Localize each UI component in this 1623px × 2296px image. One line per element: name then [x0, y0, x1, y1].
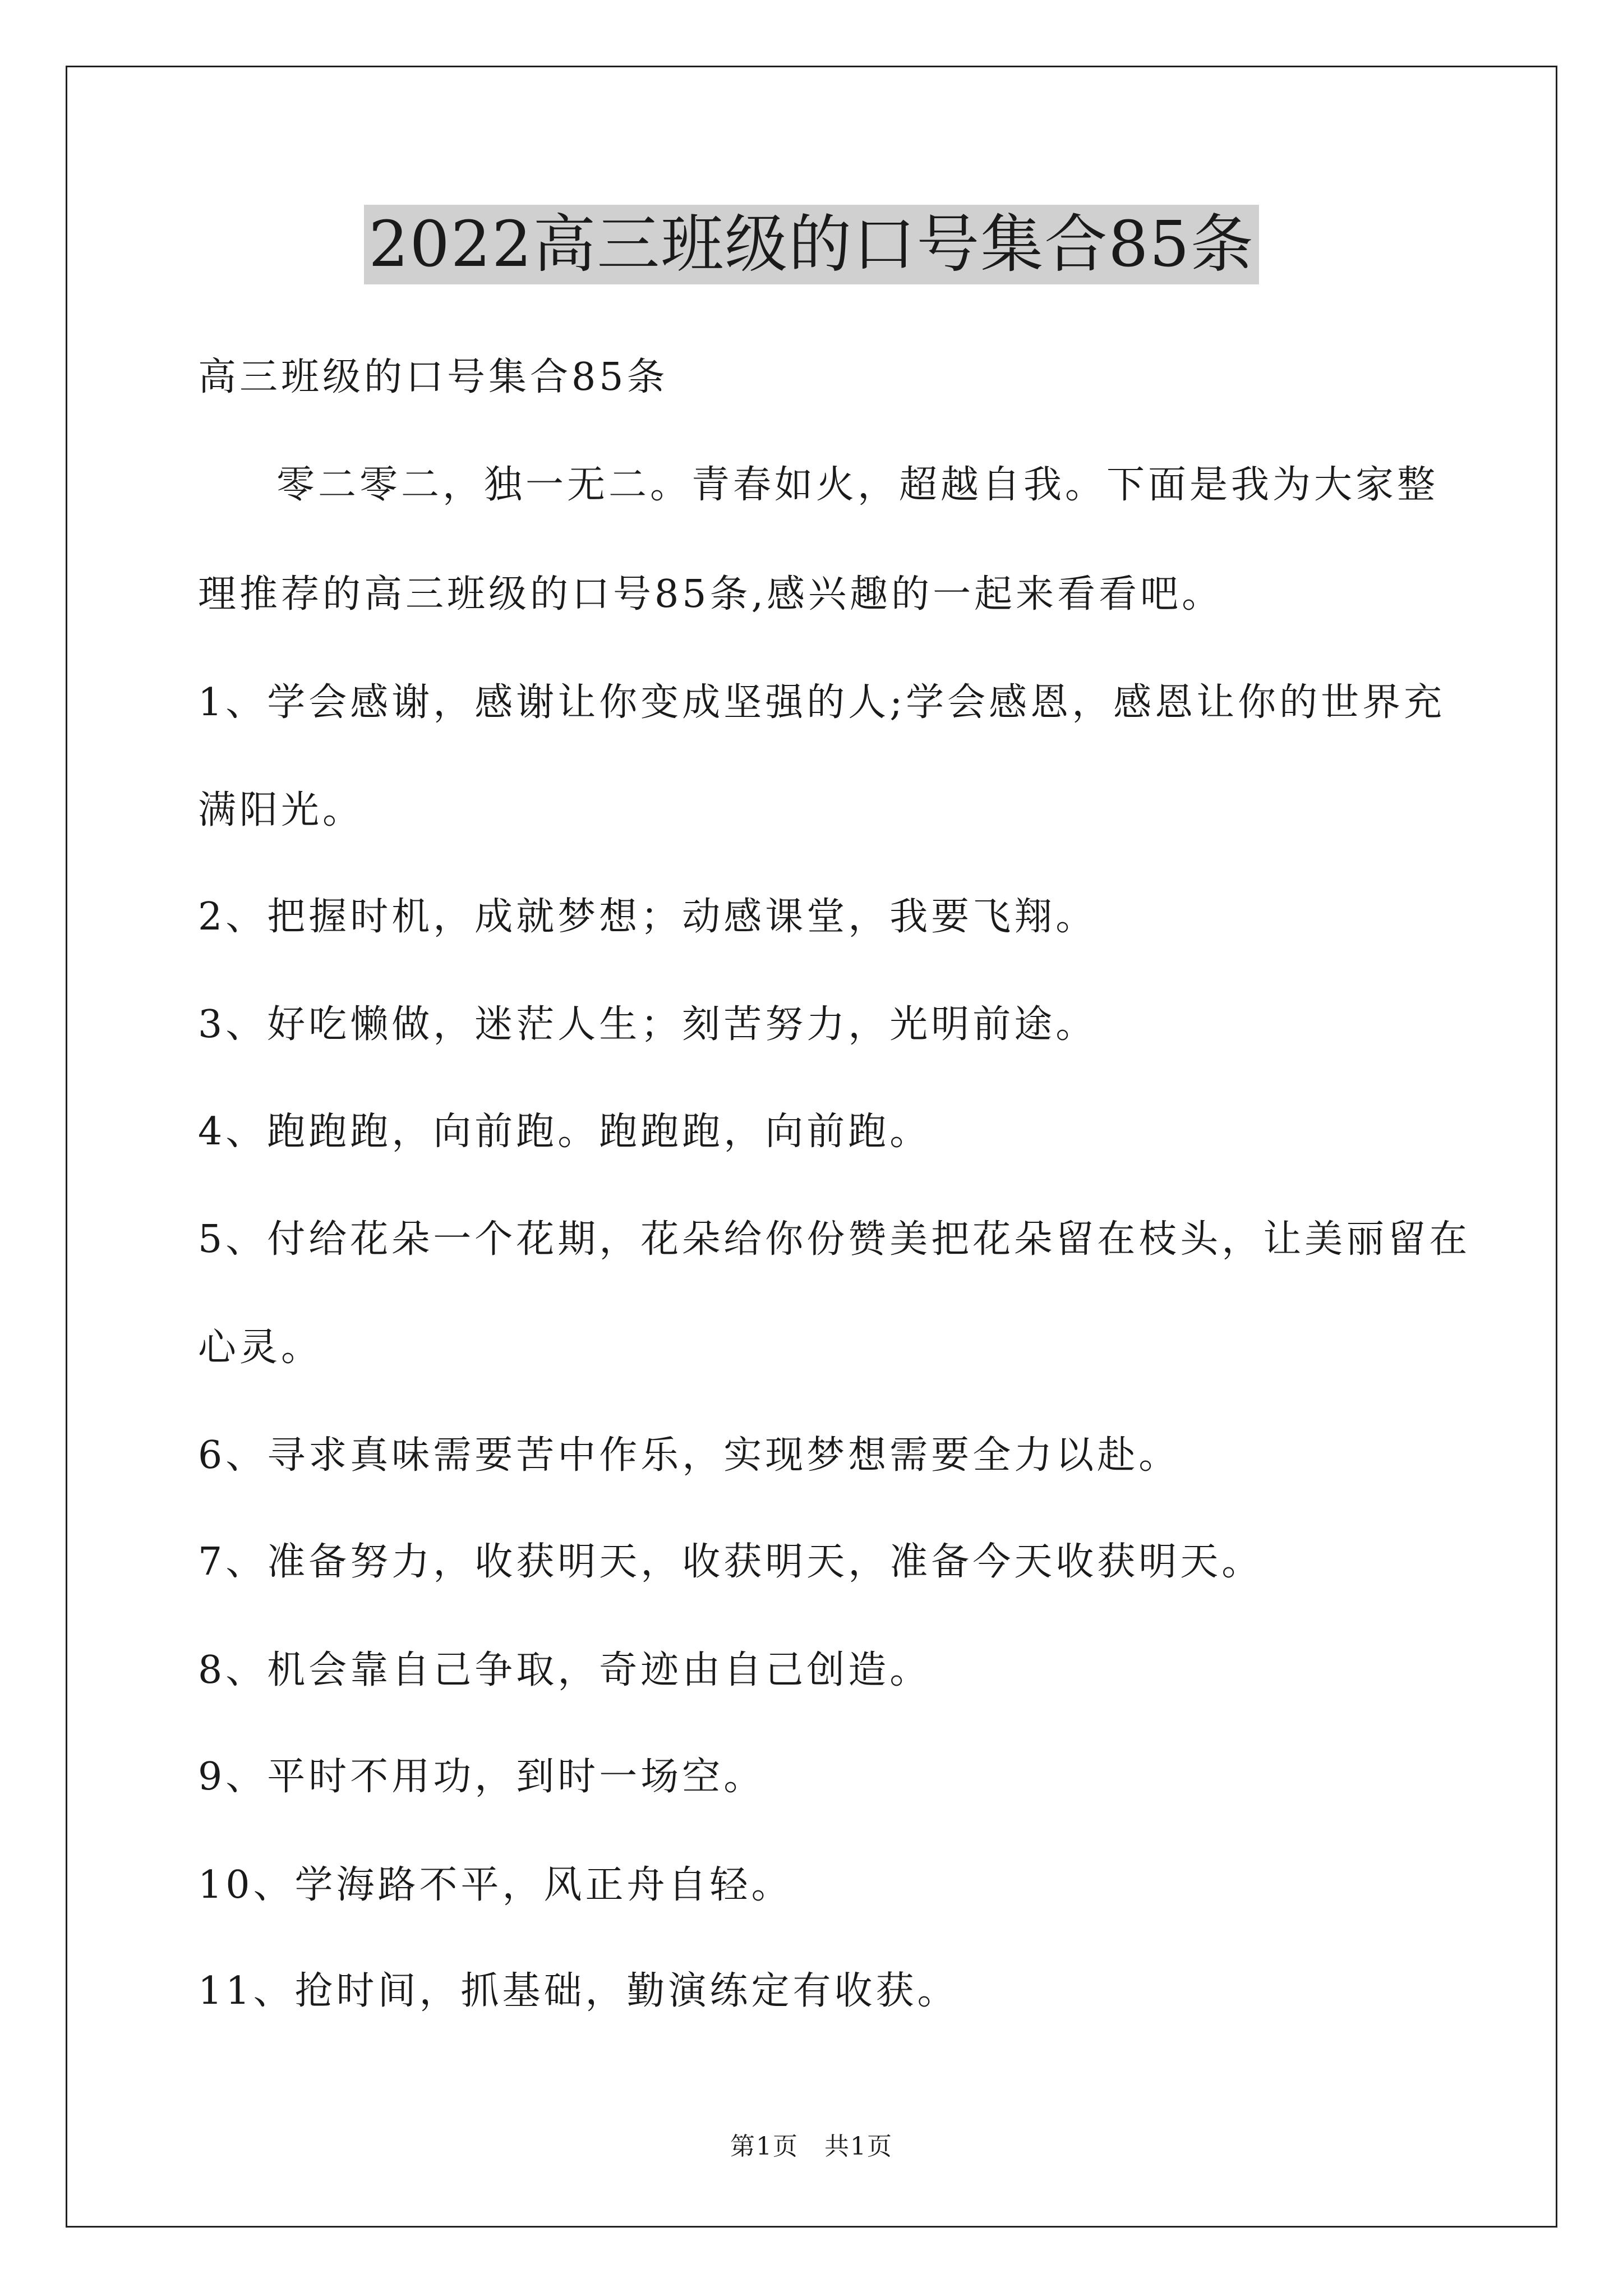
slogan-line: 8、机会靠自己争取，奇迹由自己创造。 — [198, 1648, 932, 1692]
slogan-line: 7、准备努力，收获明天，收获明天，准备今天收获明天。 — [198, 1540, 1264, 1584]
slogan-line: 9、平时不用功，到时一场空。 — [198, 1755, 766, 1799]
title-wrapper — [0, 205, 1623, 284]
slogan-line: 满阳光。 — [198, 788, 365, 832]
intro-line: 理推荐的高三班级的口号85条,感兴趣的一起来看看吧。 — [198, 572, 1224, 616]
subtitle: 高三班级的口号集合85条 — [198, 355, 668, 399]
slogan-line: 6、寻求真味需要苦中作乐，实现梦想需要全力以赴。 — [198, 1433, 1181, 1478]
document-title: 2022高三班级的口号集合85条 — [364, 205, 1259, 284]
intro-line: 零二零二，独一无二。青春如火，超越自我。下面是我为大家整 — [276, 463, 1439, 507]
slogan-line: 10、学海路不平，风正舟自轻。 — [198, 1863, 793, 1907]
slogan-line: 5、付给花朵一个花期，花朵给你份赞美把花朵留在枝头，让美丽留在 — [198, 1217, 1471, 1262]
slogan-line: 4、跑跑跑，向前跑。跑跑跑，向前跑。 — [198, 1110, 932, 1154]
slogan-line: 心灵。 — [198, 1326, 323, 1370]
slogan-line: 1、学会感谢，感谢让你变成坚强的人;学会感恩，感恩让你的世界充 — [198, 680, 1446, 725]
page-footer: 第1页 共1页 — [730, 2132, 893, 2161]
slogan-line: 11、抢时间，抓基础，勤演练定有收获。 — [198, 1969, 959, 2013]
slogan-line: 2、把握时机，成就梦想；动感课堂，我要飞翔。 — [198, 895, 1098, 939]
slogan-line: 3、好吃懒做，迷茫人生；刻苦努力，光明前途。 — [198, 1002, 1098, 1047]
